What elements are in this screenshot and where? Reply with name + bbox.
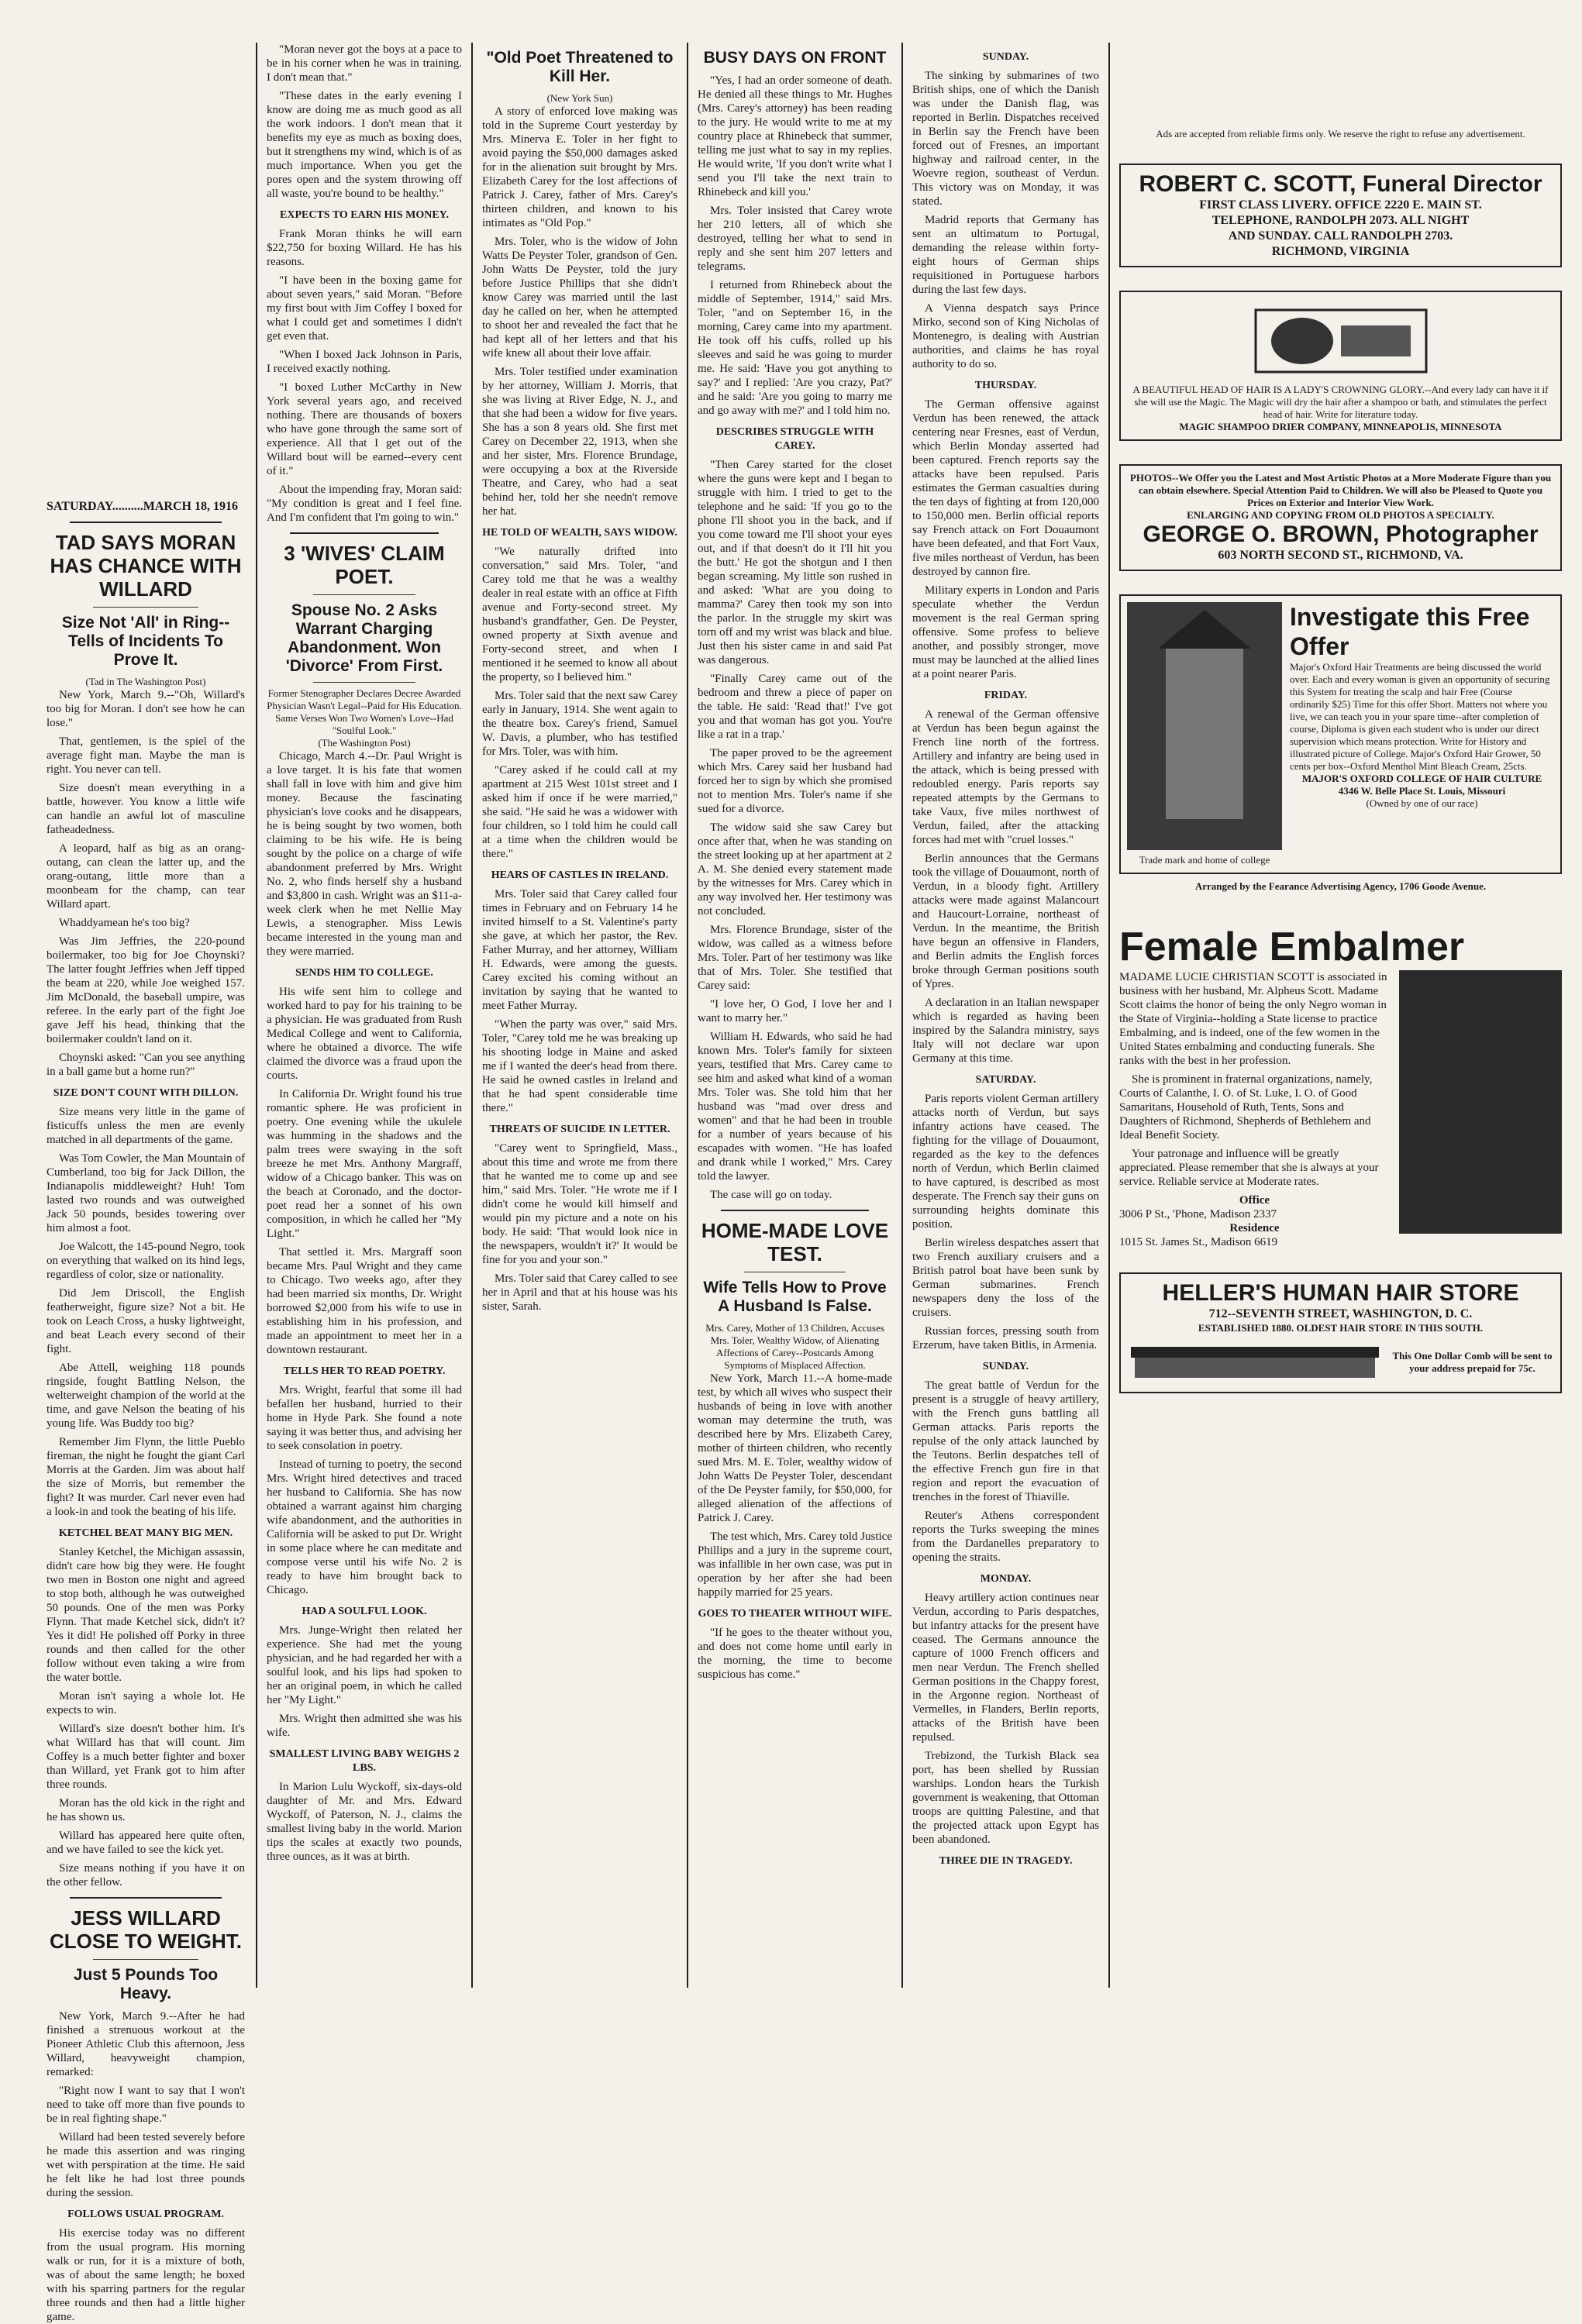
article-paragraph: "Finally Carey came out of the bedroom and threw a piece of paper on the table. He said: 'Read that!' I've got you and that woman has got you. You're like a rat in a trap.' bbox=[698, 673, 892, 741]
ad-scott-name: ROBERT C. SCOTT, Funeral Director bbox=[1139, 171, 1542, 197]
article-paragraph: The widow said she saw Carey but once after that, when he was standing on the street looking up at her apartment at 2 A. M. She denied every statement made by the witnesses for Mrs. Carey which in any way involved her. Her testimony was not concluded. bbox=[698, 821, 892, 918]
ad-heller-comb: This One Dollar Comb will be sent to your address prepaid for 75c. bbox=[1392, 1350, 1553, 1374]
article-paragraph: Abe Attell, weighing 118 pounds ringside, fought Battling Nelson, the welterweight champion of the world at the time, and gave Nelson the beating of his young life. Was Buddy too big? bbox=[47, 1362, 245, 1430]
article-paragraph: Whaddyamean he's too big? bbox=[59, 917, 190, 929]
article-paragraph: Reuter's Athens correspondent reports the Turks sweeping the mines from the Dardanelles preparatory to opening the straits. bbox=[912, 1510, 1099, 1564]
divider bbox=[290, 532, 439, 534]
divider bbox=[70, 522, 222, 523]
column-3 bbox=[473, 43, 687, 1988]
article-paragraph: Joe Walcott, the 145-pound Negro, took on everything that walked on its hind legs, regardless of color, size or nationality. bbox=[47, 1241, 245, 1281]
article-source: (Tad in The Washington Post) bbox=[85, 676, 206, 687]
section-subhead: THURSDAY. bbox=[974, 380, 1037, 391]
divider bbox=[93, 1959, 198, 1960]
article-paragraph: Was Tom Cowler, the Man Mountain of Cumberland, too big for Jack Dillon, the Indianapolis middleweight? Huh! Tom lasted two rounds and was outweighed Jack 50 pounds, besides towering over him almost a foot. bbox=[47, 1152, 245, 1234]
ad-embalmer-text: MADAME LUCIE CHRISTIAN SCOTT is associated in business with her husband, Mr. Alpheus Scott. Madame Scott claims the honor of being the only Negro woman in the State of Virginia--holding a State license to practice Embalming, and is indeed, one of the few women in the United States embalming and conducting funerals. She ranks with the best in her profession. bbox=[1119, 971, 1387, 1067]
ad-hair-dryer-illustration bbox=[1127, 298, 1554, 384]
dateline: SATURDAY..........MARCH 18, 1916 bbox=[47, 500, 238, 513]
ad-offer-text: Major's Oxford Hair Treatments are being discussed the world over. Each and every woman is given an opportunity of securing this System for treating the scalp and hair Free (Course ordinarily $25) Time for this offer Short. Matters not where you live, we can teach you in your spare time--after completion of course, Diploma is given each student who is under our direct supervision which means protection. Write for History and illustrated picture of College. Major's Oxford Hair Grower, 50 cents per box--Oxford Menthol Mint Bleach Cream, 25cts. bbox=[1290, 661, 1550, 772]
article-paragraph: Stanley Ketchel, the Michigan assassin, didn't care how big they were. He fought two men in Boston one night and agreed to stop both, although he was outweighed 50 pounds. One of the men was Porky Flynn. That made Ketchel sick, didn't it? Yes it did! He polished off Porky in three rounds and then called for the other follow without even taking a wire from the water bottle. bbox=[47, 1546, 245, 1684]
headline-wives: 3 'WIVES' CLAIM POET. bbox=[284, 542, 445, 588]
section-subhead: HEARS OF CASTLES IN IRELAND. bbox=[491, 869, 669, 881]
ad-robert-scott bbox=[1119, 164, 1562, 267]
article-paragraph: "Carey went to Springfield, Mass., about this time and wrote me from there that he wanted me to come up and see him," said Mrs. Toler. "He wrote me if I didn't come he would kill himself and would pin my picture and a note on his body. He said: 'That would look nice in the newspapers, wouldn't it?' It would be fine for you and your son." bbox=[482, 1142, 677, 1266]
article-paragraph: Mrs. Toler said that the next saw Carey early in January, 1914. She went again to the theatre box. Carey's friend, Samuel W. Davis, a plumber, who has testified for Mrs. Toler, was with him. bbox=[482, 690, 677, 758]
ad-oxford-college bbox=[1119, 594, 1562, 874]
section-subhead: SUNDAY. bbox=[982, 51, 1029, 63]
ad-hair-text: A BEAUTIFUL HEAD OF HAIR IS A LADY'S CROWNING GLORY.--And every lady can have it if she will use the Magic. The Magic will dry the hair after a shampoo or bath, and stimulates the perfect head of hair. Write for literature today. bbox=[1132, 384, 1549, 420]
ad-photo-sub: ENLARGING AND COPYING FROM OLD PHOTOS A SPECIALTY. bbox=[1187, 509, 1494, 521]
article-paragraph: Instead of turning to poetry, the second Mrs. Wright hired detectives and traced her husband to California. She has now obtained a warrant against him charging wife abandonment, and the authorities in California will be asked to put Dr. Wright in some place where he can meditate and compose verse until his wife No. 2 is ready to have him brought back to Chicago. bbox=[267, 1458, 462, 1596]
article-paragraph: "Then Carey started for the closet where the guns were kept and I began to struggle with him. I tried to get to the telephone and he said: 'If you go to the phone I'll shoot you in the back, and if you come toward me I'll shoot your eyes out, and if that doesn't do it I'll hit you the butt.' He got the shotgun and I then began screaming. My little son rushed in and asked: 'What are you doing to mamma?' Carey then took my son into the parlor. In the struggle my skirt was torn off and my wrist was black and blue. Just then his sister came in and said Pat was dangerous. bbox=[698, 459, 892, 666]
article-paragraph: Was Jim Jeffries, the 220-pound boilermaker, too big for Joe Choynski? The latter fought Jeffries when Jeff tipped the beam at 220, while Joe weighed 157. Jim McDonald, the baseball umpire, was referee. In the early part of the fight Joe gave Jeff his head, thinking that the boilermaker couldn't land on it. bbox=[47, 935, 245, 1045]
article-paragraph: "I boxed Luther McCarthy in New York several years ago, and received nothing. There are thousands of boxers who have gone through the same sort of experience. All that I get out of the Willard bout will be earned--every cent of it." bbox=[267, 381, 462, 477]
article-paragraph: Size means very little in the game of fisticuffs unless the men are evenly matched in all departments of the game. bbox=[47, 1106, 245, 1146]
section-subhead: MONDAY. bbox=[980, 1573, 1032, 1585]
ad-offer-headline: Investigate this Free Offer bbox=[1290, 603, 1530, 660]
ad-offer-college: MAJOR'S OXFORD COLLEGE OF HAIR CULTURE bbox=[1301, 773, 1542, 784]
article-paragraph: "Right now I want to say that I won't need to take off more than five pounds to be in real fighting shape." bbox=[47, 2085, 245, 2125]
article-paragraph: "We naturally drifted into conversation," said Mrs. Toler, "and Carey told me that he was a wealthy dealer in real estate with an office at Fifth avenue and Forty-second street. My husband's grandfather, Gen. De Peyster, owned property at Sixth avenue and Forty-second street, and when I mentioned it he seemed to know all about the property, so I believed him." bbox=[482, 546, 677, 683]
ad-office-address: 3006 P St., 'Phone, Madison 2337 bbox=[1119, 1208, 1277, 1221]
article-paragraph: Military experts in London and Paris speculate whether the Verdun movement is the real German spring offensive. Some profess to believe another, and possibly stronger, move must may be launched at the allied lines at a point nearer Paris. bbox=[912, 584, 1099, 680]
divider bbox=[70, 1897, 222, 1899]
section-subhead: THREE DIE IN TRAGEDY. bbox=[939, 1855, 1073, 1867]
article-paragraph: Mrs. Junge-Wright then related her experience. She had met the young physician, and he had regarded her with a soulful look, and his lips had spoken to her an original poem, in which he called her "My Light." bbox=[267, 1624, 462, 1706]
article-paragraph: A Vienna despatch says Prince Mirko, second son of King Nicholas of Montenegro, is dealing with Austrian authorities, and claims he has royal authority to do so. bbox=[912, 302, 1099, 370]
section-subhead: HAD A SOULFUL LOOK. bbox=[302, 1606, 427, 1617]
column-1 bbox=[37, 43, 254, 2323]
ad-notice: Ads are accepted from reliable firms only. We reserve the right to refuse any advertisement. bbox=[1156, 128, 1525, 139]
article-paragraph: The test which, Mrs. Carey told Justice Phillips and a jury in the supreme court, was infallible in her own case, was put in operation by her after she had been happily married for 25 years. bbox=[698, 1530, 892, 1599]
section-subhead: HE TOLD OF WEALTH, SAYS WIDOW. bbox=[482, 527, 677, 539]
section-subhead: EXPECTS TO EARN HIS MONEY. bbox=[280, 209, 449, 221]
section-subhead: SATURDAY. bbox=[975, 1074, 1036, 1086]
comb-icon bbox=[1127, 1339, 1383, 1386]
section-subhead: KETCHEL BEAT MANY BIG MEN. bbox=[58, 1527, 233, 1539]
article-paragraph: A leopard, half as big as an orang-outang, can clean the latter up, and the orang-outang, little more than a moonbeam for the champ, can tear Willard apart. bbox=[47, 842, 245, 911]
college-building-icon bbox=[1127, 602, 1282, 850]
article-paragraph: Mrs. Toler insisted that Carey wrote her 210 letters, all of which she destroyed, telling her what to send in reply and she sent him 207 letters and telegrams. bbox=[698, 205, 892, 273]
article-paragraph: "Yes, I had an order someone of death. He denied all these things to Mr. Hughes (Mrs. Carey's attorney) has been reading to the jury. He would write to me at my country place at Rhinebeck that summer, telling me just what to say in my replies. He would write, 'If you don't write what I send you I'll take the next train to Rhinebeck and kill you.' bbox=[698, 74, 892, 198]
subheadline-wife: Wife Tells How to Prove A Husband Is False. bbox=[703, 1279, 887, 1315]
article-paragraph: Willard had been tested severely before he made this assertion and was ringing wet with perspiration at the time. He said he felt like he had lost three pounds during the session. bbox=[47, 2131, 245, 2199]
column-ads bbox=[1110, 43, 1571, 1988]
ad-photo-text: PHOTOS--We Offer you the Latest and Most Artistic Photos at a More Moderate Figure than you can obtain elsewhere. Special Attention Paid to Children. We will also be Pleased to Quote you Prices on Exterior and Interior View Work. bbox=[1129, 472, 1552, 508]
article-paragraph: New York, March 9.--After he had finished a strenuous workout at the Pioneer Athletic Club this afternoon, Jess Willard, heavyweight champion, remarked: bbox=[47, 2010, 245, 2078]
article-source: (The Washington Post) bbox=[318, 737, 411, 749]
article-paragraph: Berlin wireless despatches assert that two French auxiliary cruisers and a British patrol boat have been sunk by German submarines. French newspapers deny the loss of the cruisers. bbox=[912, 1237, 1099, 1319]
article-paragraph: "Carey asked if he could call at my apartment at 215 West 101st street and I asked him if once if he were married," she said. "He said he was a widower with four children, so I told him he could call at a time when the children would be there." bbox=[482, 764, 677, 860]
article-paragraph: Size means nothing if you have it on the other fellow. bbox=[47, 1862, 245, 1888]
article-paragraph: "I love her, O God, I love her and I want to marry her." bbox=[698, 998, 892, 1024]
article-paragraph: Moran has the old kick in the right and he has shown us. bbox=[47, 1797, 245, 1823]
ad-hair-company: MAGIC SHAMPOO DRIER COMPANY, MINNEAPOLIS, MINNESOTA bbox=[1179, 421, 1502, 432]
section-subhead: DESCRIBES STRUGGLE WITH CAREY. bbox=[715, 426, 874, 452]
article-paragraph: Willard has appeared here quite often, and we have failed to see the kick yet. bbox=[47, 1830, 245, 1856]
article-paragraph: Mrs. Wright then admitted she was his wife. bbox=[267, 1713, 462, 1739]
article-paragraph: Russian forces, pressing south from Erzerum, have taken Bitlis, in Armenia. bbox=[912, 1325, 1099, 1351]
article-paragraph: The great battle of Verdun for the present is a struggle of heavy artillery, with the French guns battling all German attacks. Paris reports the repulse of the only attack launched by the Teutons. Berlin despatches tell of the effective French gun fire in that region and report the evacuation of trenches in the forest of Thiaville. bbox=[912, 1379, 1099, 1503]
article-paragraph: New York, March 9.--"Oh, Willard's too big for Moran. I don't see how he can lose." bbox=[47, 689, 245, 729]
article-paragraph: His exercise today was no different from the usual program. His morning walk or run, for it is a mixture of both, was of about the same length; he boxed with his sparring partners for the regular three rounds and then had a little higher game. bbox=[47, 2227, 245, 2323]
headline-old-poet: "Old Poet Threatened to Kill Her. bbox=[486, 49, 674, 85]
section-subhead: SMALLEST LIVING BABY WEIGHS 2 LBS. bbox=[269, 1748, 460, 1774]
headline-willard: JESS WILLARD CLOSE TO WEIGHT. bbox=[50, 1906, 242, 1953]
divider bbox=[93, 607, 198, 608]
article-paragraph: The paper proved to be the agreement which Mrs. Carey said her husband had forced her to sign by which she promised not to mention Mrs. Toler's name if she sued for a divorce. bbox=[698, 747, 892, 815]
article-paragraph: The German offensive against Verdun has been renewed, the attack centering near Fresnes, east of Verdun, which Berlin Monday asserted had been captured. French reports say the attacks have been repulsed. Paris estimates the German casualties during the ten days of fighting at from 120,000 to 150,000 men. Berlin official reports say French attack on Fort Douaumont have been defeated, and that Fort Vaux, five miles northeast of Verdun, has been destroyed by cannon fire. bbox=[912, 398, 1099, 578]
article-paragraph: Mrs. Toler said that Carey called to see her in April and that at his house was his sister, Sarah. bbox=[482, 1272, 677, 1313]
headline-love-test: HOME-MADE LOVE TEST. bbox=[701, 1219, 889, 1265]
article-source: (New York Sun) bbox=[546, 92, 613, 104]
article-paragraph: A renewal of the German offensive at Verdun has been begun against the French line north of the fortress. Artillery and infantry are being used in the attack, which is being pressed with redoubled energy. Paris reports say repeated attempts by the Germans to take Vaux, five miles northwest of Verdun, failed, after the attacking forces had met with "cruel losses." bbox=[912, 708, 1099, 846]
article-paragraph: His wife sent him to college and worked hard to pay for his training to be a physician. He was graduated from Rush Medical College and went to California, where he obtained a divorce. The wife claimed the divorce was a fraud upon the courts. bbox=[267, 986, 462, 1082]
ad-scott-line: TELEPHONE, RANDOLPH 2073. ALL NIGHT bbox=[1211, 214, 1470, 227]
article-paragraph: "Moran never got the boys at a pace to be in his corner when he was in training. I don't mean that." bbox=[267, 43, 462, 84]
article-paragraph: The case will go on today. bbox=[710, 1189, 832, 1201]
article-paragraph: Paris reports violent German artillery attacks north of Verdun, but says infantry actions have ceased. The fighting for the village of Douaumont, regarded as the key to the defences north of Verdun, which Berlin claimed to have captured, is described as most desperate. The French say their guns on surrounding heights dominate this position. bbox=[912, 1093, 1099, 1231]
subheadline-spouse: Spouse No. 2 Asks Warrant Charging Abandonment. Won 'Divorce' From First. bbox=[285, 601, 443, 675]
article-paragraph: A story of enforced love making was told in the Supreme Court yesterday by Mrs. Minerva E. Toler in her fight to avoid paying the $50,000 damages asked for in the alienation suit brought by Mrs. Elizabeth Carey for the lost affections of Patrick J. Carey, father of Mrs. Carey's thirteen children, and known to his intimates as "Old Pop." bbox=[482, 105, 677, 229]
ad-photo-name: GEORGE O. BROWN, Photographer bbox=[1143, 522, 1539, 547]
article-paragraph: Heavy artillery action continues near Verdun, according to Paris despatches, but infantry attacks for the present have ceased. The Germans announce the capture of 1000 French officers and men near Verdun. The French shelled German positions in the Chappy forest, in the Argonne region. Northeast of Vermelles, in Flanders, Berlin reports, attacks of the British have been repulsed. bbox=[912, 1592, 1099, 1744]
article-deck: Mrs. Carey, Mother of 13 Children, Accuses Mrs. Toler, Wealthy Widow, of Alienating Affections of Carey--Postcards Among Symptoms of Misplaced Affection. bbox=[705, 1322, 884, 1371]
article-paragraph: Mrs. Wright, fearful that some ill had befallen her husband, hurried to their home in Hyde Park. She found a note saying it was better thus, and advising her to seek consolation in poetry. bbox=[267, 1384, 462, 1452]
article-paragraph: Choynski asked: "Can you see anything in a ball game but a home run?" bbox=[47, 1052, 245, 1078]
section-subhead: THREATS OF SUICIDE IN LETTER. bbox=[489, 1124, 670, 1135]
article-paragraph: "These dates in the early evening I know are doing me as much good as all the work indoors. I don't mean that it benefits my eye as much as boxing does, but it strengthens my wind, which is of as much importance. When you get the pores open and the system throwing off all waste, you're bound to be healthy." bbox=[267, 90, 462, 200]
ad-heller-headline: HELLER'S HUMAN HAIR STORE bbox=[1162, 1280, 1519, 1306]
ad-offer-address: 4346 W. Belle Place St. Louis, Missouri bbox=[1338, 785, 1506, 797]
article-paragraph: Chicago, March 4.--Dr. Paul Wright is a love target. It is his fate that women shall fall in love with him and give him money. Because the fascinating physician's love cooks and he disappears, he is being sought by two women, both claiming to be his wife. He is being sought by the police on a charge of wife abandonment preferred by Mrs. Wright No. 2, who finds herself shy a husband and $3,800 in cash. Wright was an $11-a-week clerk when he met Nellie May Lewis, a stenographer. Miss Lewis became interested in the young man and they were married. bbox=[267, 750, 462, 958]
section-subhead: FOLLOWS USUAL PROGRAM. bbox=[67, 2209, 224, 2220]
article-paragraph: "I have been in the boxing game for about seven years," said Moran. "Before my first bout with Jim Coffey I boxed for what I could get and sometimes I didn't get even that. bbox=[267, 274, 462, 343]
ad-embalmer-text: Your patronage and influence will be greatly appreciated. Please remember that she is always at your service. Reliable service at Moderate rates. bbox=[1119, 1148, 1379, 1188]
ad-photo-address: 603 NORTH SECOND ST., RICHMOND, VA. bbox=[1218, 549, 1463, 562]
article-paragraph: "When the party was over," said Mrs. Toler, "Carey told me he was breaking up his shooting lodge in Maine and asked me if I wanted the deer's head from there. He said he owned castles in Ireland and that he had spent considerable time there." bbox=[482, 1018, 677, 1114]
article-paragraph: Mrs. Toler testified under examination by her attorney, William J. Morris, that she was living at River Edge, N. J., and that she had been a widow for five years. She has a son 8 years old. She first met Carey on December 22, 1913, when she and her sister, Mrs. Florence Brundage, were occupying a box at the Riverside Theatre, and Carey, who had a seat behind her, told her she needn't remove her hat. bbox=[482, 366, 677, 518]
divider bbox=[721, 1210, 869, 1211]
article-paragraph: The sinking by submarines of two British ships, one of which the Danish was under the Danish flag, was reported in Berlin. Dispatches received in Berlin say the French have been forced out of Fresnes, an important highway and railroad center, in the Woevre region, southeast of Verdun. This victory was on Monday, it was stated. bbox=[912, 70, 1099, 208]
section-subhead: TELLS HER TO READ POETRY. bbox=[283, 1365, 446, 1377]
ad-scott-line: FIRST CLASS LIVERY. OFFICE 2220 E. MAIN ST. bbox=[1199, 198, 1482, 212]
article-paragraph: Berlin announces that the Germans took the village of Douaumont, north of Verdun, in a bloody fight. Artillery attacks were made against Malancourt and Haucourt-Lorraine, northeast of Verdun. In the meantime, the British have begun an offensive in Flanders, and Berlin admits the English forces broke through German positions south of Ypres. bbox=[912, 852, 1099, 990]
article-paragraph: "If he goes to the theater without you, and does not come home until early in the morning, the time to become suspicious has come." bbox=[698, 1627, 892, 1681]
article-paragraph: That settled it. Mrs. Margraff soon became Mrs. Paul Wright and they came to Chicago. Two weeks ago, after they had been married six months, Dr. Wright borrowed $2,000 from his wife to use in establishing him in his profession, and made an appointment to meet her in a downtown restaurant. bbox=[267, 1246, 462, 1356]
ad-residence-label: Residence bbox=[1229, 1222, 1280, 1234]
article-paragraph: Size doesn't mean everything in a battle, however. You know a little wife can handle an awful lot of masculine fatheadedness. bbox=[47, 782, 245, 836]
article-paragraph: Trebizond, the Turkish Black sea port, has been shelled by Russian warships. London hears the Turkish government is weakening, that Ottoman troops are quitting Palestine, and that the projected attack upon Egypt has been abandoned. bbox=[912, 1750, 1099, 1846]
article-paragraph: Mrs. Florence Brundage, sister of the widow, was called as a witness before Mrs. Toler. Part of her testimony was like that of Mrs. Toler. She testified that Carey said: bbox=[698, 924, 892, 992]
ad-magic-shampoo bbox=[1119, 291, 1562, 441]
section-subhead: SIZE DON'T COUNT WITH DILLON. bbox=[53, 1087, 239, 1099]
ad-embalmer-headline: Female Embalmer bbox=[1119, 924, 1465, 969]
article-paragraph: William H. Edwards, who said he had known Mrs. Toler's family for sixteen years, testified that Mrs. Carey came to see him and asked what kind of a woman Mrs. Toler was. She told him that her husband was "mad over dress and women" and that he had been in trouble for a number of years because of his escapades with women. "He has loafed and drank while I worked," Mrs. Carey told the lawyer. bbox=[698, 1031, 892, 1183]
article-paragraph: I returned from Rhinebeck about the middle of September, 1914," said Mrs. Toler, "and on September 16, in the morning, Carey came into my apartment. He took off his cuffs, rolled up his sleeves and said he was going to murder me. He said: 'Have you got anything to say?' and I replied: 'Are you crazy, Pat?' and he said: 'Are you going to marry me and go away with me?' and I told him no. bbox=[698, 279, 892, 417]
article-paragraph: Moran isn't saying a whole lot. He expects to win. bbox=[47, 1690, 245, 1716]
article-paragraph: In California Dr. Wright found his true romantic sphere. He was proficient in poetry. One evening while the ukulele was humming in the shadows and the palm trees were swaying in the soft breeze he met Mrs. Anthony Margraff, widow of a Chicago banker. This was on the beach at Coronado, and the doctor-poet read her a sonnet of his own composition, in which he called her "My Light." bbox=[267, 1088, 462, 1240]
section-subhead: GOES TO THEATER WITHOUT WIFE. bbox=[698, 1608, 892, 1620]
article-paragraph: Willard's size doesn't bother him. It's what Willard has that will count. Jim Coffey is a much better fighter and boxer than Willard, yet Frank got to him after three rounds. bbox=[47, 1723, 245, 1791]
ad-scott-line: RICHMOND, VIRGINIA bbox=[1271, 245, 1410, 258]
article-paragraph: About the impending fray, Moran said: "My condition is great and I feel fine. And I'm confident that I'm going to win." bbox=[267, 484, 462, 524]
ad-offer-caption: Trade mark and home of college bbox=[1139, 854, 1270, 866]
subheadline-pounds: Just 5 Pounds Too Heavy. bbox=[73, 1966, 219, 2002]
article-paragraph: "When I boxed Jack Johnson in Paris, I received exactly nothing. bbox=[267, 349, 462, 375]
hair-dryer-icon bbox=[1240, 302, 1442, 380]
divider bbox=[313, 594, 415, 595]
ad-heller-line: ESTABLISHED 1880. OLDEST HAIR STORE IN THIS SOUTH. bbox=[1198, 1322, 1484, 1334]
headline-moran: TAD SAYS MORAN HAS CHANCE WITH WILLARD bbox=[50, 531, 242, 601]
divider bbox=[313, 682, 415, 683]
column-5 bbox=[903, 43, 1108, 1988]
article-paragraph: Mrs. Toler said that Carey called four times in February and on February 14 he invited himself to a St. Valentine's party she gave, at which her pastor, the Rev. Father Murray, and her attorney, William H. Edwards, were among the guests. Carey excited his coming without an invitation by saying that he wanted to meet Father Murray. bbox=[482, 888, 677, 1012]
section-subhead: FRIDAY. bbox=[984, 690, 1028, 701]
embalmer-portrait bbox=[1399, 970, 1562, 1234]
article-deck: Former Stenographer Declares Decree Awarded Physician Wasn't Legal--Paid for His Education. Same Verses Won Two Women's Love--Had "Soulful Look." bbox=[267, 687, 462, 736]
article-paragraph: Madrid reports that Germany has sent an ultimatum to Portugal, demanding the release within forty-eight hours of German ships requisitioned in Portuguese harbors during the last few days. bbox=[912, 214, 1099, 296]
column-4 bbox=[688, 43, 901, 1988]
subheadline-size: Size Not 'All' in Ring--Tells of Incidents To Prove It. bbox=[61, 614, 230, 669]
column-2 bbox=[257, 43, 471, 1988]
ad-scott-line: AND SUNDAY. CALL RANDOLPH 2703. bbox=[1228, 229, 1453, 243]
section-subhead: SUNDAY. bbox=[982, 1361, 1029, 1372]
article-paragraph: In Marion Lulu Wyckoff, six-days-old daughter of Mr. and Mrs. Edward Wyckoff, of Paterson, N. J., claims the smallest living baby in the world. Marion tips the scales at exactly two pounds, three ounces, as it was at birth. bbox=[267, 1781, 462, 1863]
ad-heller-hair bbox=[1119, 1272, 1562, 1393]
article-paragraph: Frank Moran thinks he will earn $22,750 for boxing Willard. He has his reasons. bbox=[267, 228, 462, 268]
ad-offer-owned: (Owned by one of our race) bbox=[1366, 797, 1478, 809]
article-paragraph: Did Jem Driscoll, the English featherweight, figure size? Not a bit. He took on Leach Cross, a husky lightweight, and beat Leach every second of their fight. bbox=[47, 1287, 245, 1355]
ad-residence-address: 1015 St. James St., Madison 6619 bbox=[1119, 1236, 1278, 1248]
section-subhead: SENDS HIM TO COLLEGE. bbox=[295, 967, 433, 979]
ad-heller-address: 712--SEVENTH STREET, WASHINGTON, D. C. bbox=[1208, 1307, 1473, 1320]
ad-embalmer-text: She is prominent in fraternal organizations, namely, Courts of Calanthe, I. O. of St. Luke, I. O. of Good Samaritans, Household of Ruth, Tents, Sons and Daughters of Richmond, Shepherds of Bethlehem and Ideal Benefit Society. bbox=[1119, 1073, 1373, 1141]
ad-office-label: Office bbox=[1239, 1194, 1270, 1207]
headline-front: BUSY DAYS ON FRONT bbox=[703, 49, 887, 67]
ad-female-embalmer bbox=[1119, 924, 1562, 1249]
ad-george-brown bbox=[1119, 464, 1562, 571]
ad-arranged-by: Arranged by the Fearance Advertising Agency, 1706 Goode Avenue. bbox=[1194, 880, 1487, 892]
article-paragraph: A declaration in an Italian newspaper which is regarded as having been inspired by the Salandra ministry, says Italy will not declare war upon Germany at this time. bbox=[912, 997, 1099, 1065]
article-paragraph: New York, March 11.--A home-made test, by which all wives who suspect their husbands of being in love with another woman may determine the truth, was described here by Mrs. Elizabeth Carey, mother of thirteen children, who recently sued Mrs. M. E. Toler, wealthy widow of John Watts De Peyster Toler, descendant of the De Peyster family, for $50,000, for alleged alienation of the affections of Patrick J. Carey. bbox=[698, 1372, 892, 1524]
article-paragraph: Remember Jim Flynn, the little Pueblo fireman, the night he fought the giant Carl Morris at the Garden. Jim was about half the size of Morris, but remember the fight? It was murder. Carl never even had a look-in and took the beating of his life. bbox=[47, 1436, 245, 1518]
article-paragraph: That, gentlemen, is the spiel of the average fight man. Maybe the man is right. You never can tell. bbox=[47, 735, 245, 776]
article-paragraph: Mrs. Toler, who is the widow of John Watts De Peyster Toler, grandson of Gen. John Watts De Peyster, told the jury before Justice Phillips that she didn't know Carey was married until the last day he called on her, when he attempted to shoot her and revealed the fact that he had kept all of her letters and that his wife knew all about their love affair. bbox=[482, 236, 677, 360]
